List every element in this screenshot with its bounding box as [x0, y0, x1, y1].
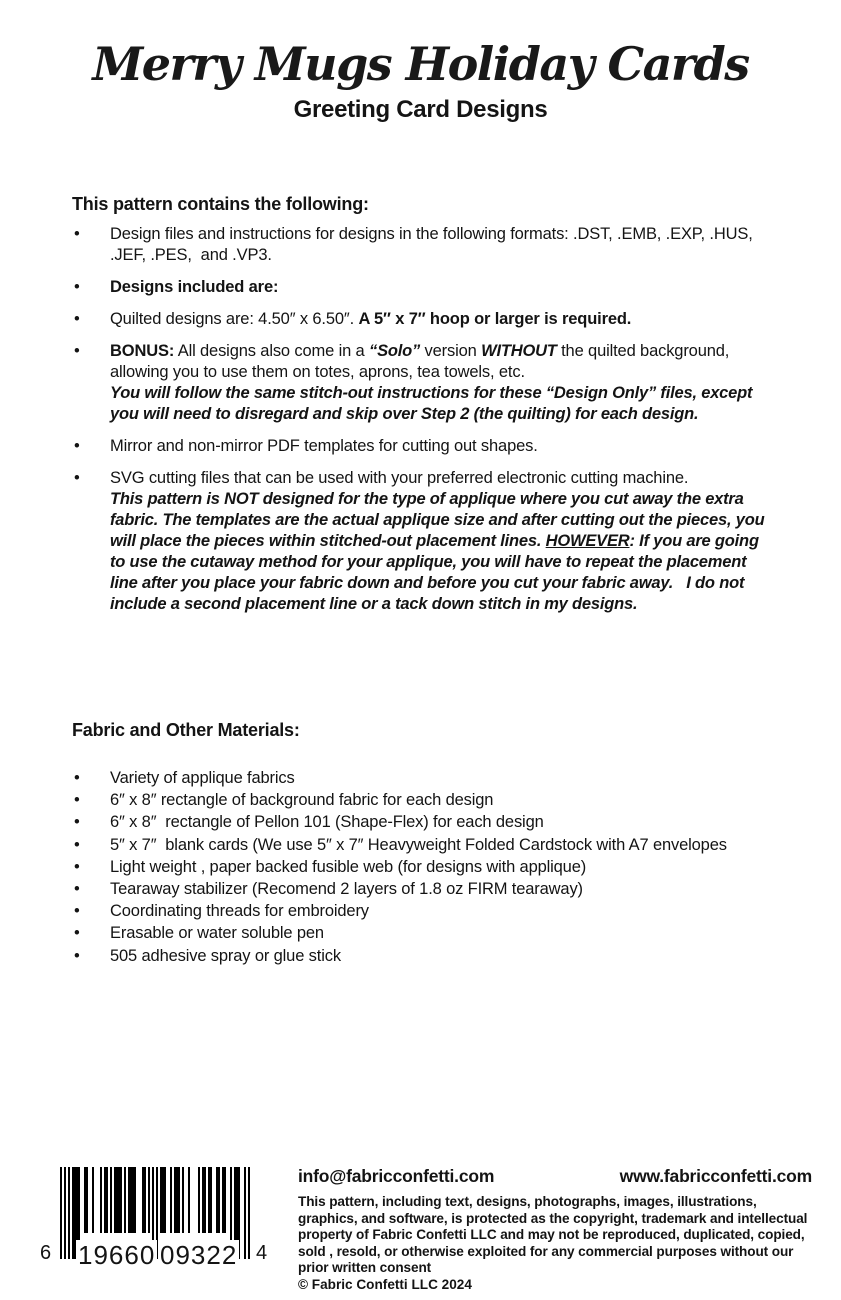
bullet-text-emphasis: WITHOUT — [481, 342, 557, 360]
bullet-item-quilted-size — [72, 309, 772, 330]
material-item — [72, 790, 772, 811]
bullet-text: Mirror and non-mirror PDF templates for cutting out shapes. — [110, 437, 538, 455]
material-item — [72, 768, 772, 789]
bullet-item-formats — [72, 224, 772, 266]
bullet-text: Designs included are: — [110, 278, 279, 296]
materials-list — [72, 768, 772, 967]
material-text: 6″ x 8″ rectangle of background fabric for each design — [110, 791, 494, 810]
footer-email: info@fabricconfetti.com — [298, 1166, 495, 1186]
material-text: Erasable or water soluble pen — [110, 924, 324, 943]
upc-barcode — [40, 1167, 270, 1270]
contents-list — [72, 224, 772, 615]
material-text: 505 adhesive spray or glue stick — [110, 946, 341, 965]
document-header — [0, 38, 841, 124]
material-text: Light weight , paper backed fusible web (for designs with applique) — [110, 857, 587, 876]
bullet-item-designs-included — [72, 277, 772, 298]
bullet-item-pdf-templates — [72, 436, 772, 457]
section-materials — [72, 720, 772, 968]
contents-heading: This pattern contains the following: — [72, 194, 369, 214]
material-text: 6″ x 8″ rectangle of Pellon 101 (Shape-Flex) for each design — [110, 813, 544, 832]
page-title: Merry Mugs Holiday Cards — [92, 37, 749, 91]
footer-contact-row — [298, 1166, 812, 1187]
material-item — [72, 923, 772, 944]
bullet-item-svg-files — [72, 468, 772, 615]
bullet-text-underlined: HOWEVER — [545, 532, 630, 550]
barcode-module — [248, 1167, 250, 1259]
bonus-label: BONUS: — [110, 342, 175, 360]
material-item — [72, 946, 772, 967]
footer-website: www.fabricconfetti.com — [619, 1166, 812, 1186]
material-item — [72, 835, 772, 856]
bullet-text: Quilted designs are: 4.50″ x 6.50″. — [110, 310, 359, 328]
legal-text: This pattern, including text, designs, photographs, images, illustrations, graphics, and software, is protected as the copyright, trademark and intellectual property of Fabric Confetti LLC and may not be reproduced, duplicated, copied, sold , resold, or otherwise exploited for any commercial purposes without our prior written consent — [298, 1194, 812, 1276]
material-text: Coordinating threads for embroidery — [110, 902, 369, 921]
material-text: Tearaway stabilizer (Recomend 2 layers of 1.8 oz FIRM tearaway) — [110, 880, 583, 899]
barcode-digit-left: 6 — [40, 1242, 52, 1264]
barcode-digit-right: 4 — [256, 1242, 268, 1264]
bullet-text-emphasis: This pattern is NOT designed for the type of applique where you cut away the extra fabric. The templates are the actual applique size and after cutting out the pieces, you will place the pieces within stitched-out placement lines. — [110, 490, 769, 550]
copyright-line: © Fabric Confetti LLC 2024 — [298, 1276, 472, 1292]
page-subtitle: Greeting Card Designs — [293, 96, 548, 123]
material-text: Variety of applique fabrics — [110, 769, 295, 787]
bullet-text: All designs also come in a — [174, 342, 370, 360]
material-item — [72, 901, 772, 922]
bullet-text: the quilted background, allowing you to use them on totes, aprons, tea towels, etc. — [110, 342, 734, 381]
bullet-text: SVG cutting files that can be used with your preferred electronic cutting machine. — [110, 469, 689, 487]
footer-info-block — [298, 1166, 812, 1294]
bullet-text-emphasis: : If you are going to use the cutaway method for your applique, you will have to repeat the placement line after you place your fabric down and before you cut your fabric away. I do not include a second placement line or a tack down stitch in my designs. — [110, 532, 764, 613]
material-item — [72, 812, 772, 833]
bullet-text: version — [420, 342, 482, 360]
material-text: 5″ x 7″ blank cards (We use 5″ x 7″ Heavyweight Folded Cardstock with A7 envelopes — [110, 835, 727, 854]
bullet-text-emphasis: “Solo” — [369, 342, 421, 360]
barcode-group-2: 09322 — [160, 1240, 238, 1270]
bullet-item-bonus — [72, 341, 772, 425]
bullet-text-emphasis: You will follow the same stitch-out instructions for these “Design Only” files, except you will need to disregard and skip over Step 2 (the quilting) for each design. — [110, 384, 757, 423]
materials-heading: Fabric and Other Materials: — [72, 720, 300, 740]
section-pattern-contents — [72, 194, 772, 626]
bullet-text: Design files and instructions for designs in the following formats: .DST, .EMB, .EXP, .HUS, .JEF, .PES, and .VP3. — [110, 225, 758, 264]
bullet-text-bold: A 5″ x 7″ hoop or larger is required. — [358, 310, 632, 328]
barcode-group-1: 19660 — [78, 1240, 156, 1270]
material-item — [72, 857, 772, 878]
material-item — [72, 879, 772, 900]
